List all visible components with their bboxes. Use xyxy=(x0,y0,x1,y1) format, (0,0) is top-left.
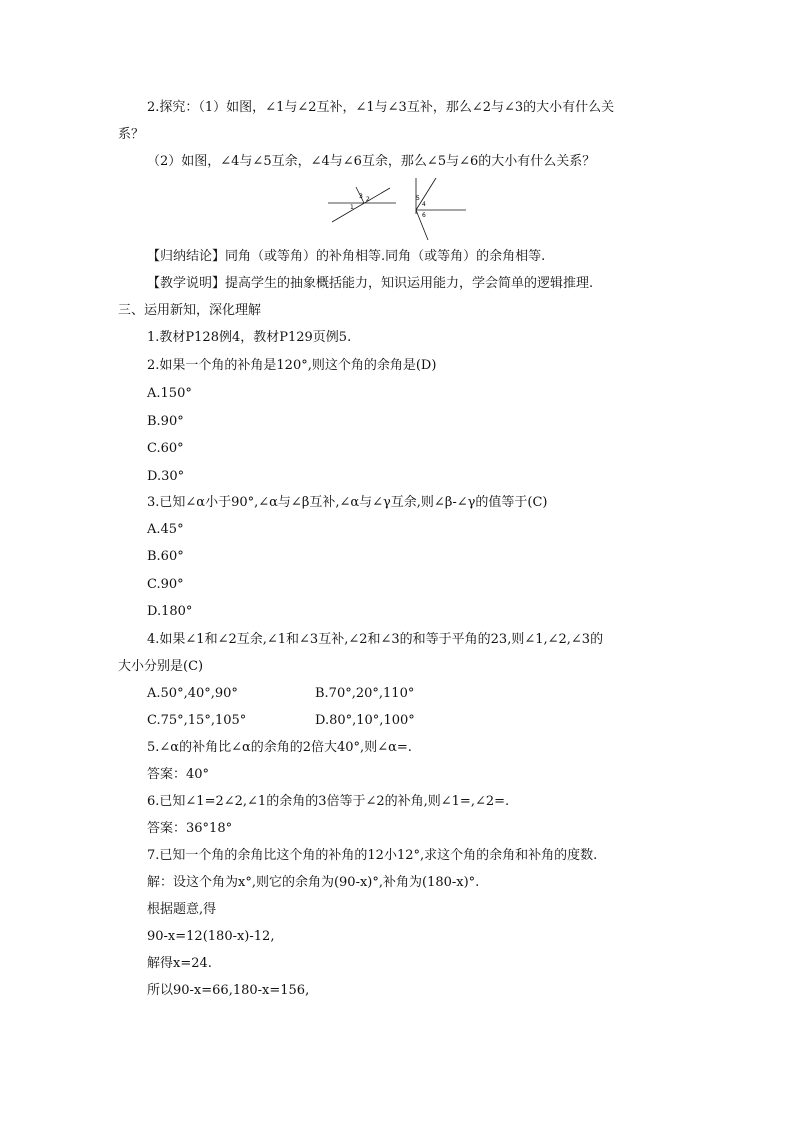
question-2: 2.如果一个角的补角是120°,则这个角的余角是(D) xyxy=(147,358,437,373)
question-4-line-2: 大小分别是(C) xyxy=(118,659,204,674)
angle-label-3: 3 xyxy=(359,193,363,200)
angle-figures-svg xyxy=(326,176,470,246)
explore-question-1-line-1: 2.探究：（1）如图，∠1与∠2互补，∠1与∠3互补，那么∠2与∠3的大小有什么关 xyxy=(147,100,615,115)
complementary-angles-figure xyxy=(416,178,466,240)
question-7-solution-line-2: 根据题意,得 xyxy=(147,902,217,917)
question-7-solution-line-3: 90-x=12(180-x)-12, xyxy=(147,929,275,944)
explore-question-1-line-2: 系？ xyxy=(118,127,145,142)
question-5-answer: 答案：40° xyxy=(147,767,210,782)
question-6: 6.已知∠1=2∠2,∠1的余角的3倍等于∠2的补角,则∠1=,∠2=. xyxy=(147,794,510,809)
question-3-option-b: B.60° xyxy=(147,549,184,564)
question-3: 3.已知∠α小于90°,∠α与∠β互补,∠α与∠γ互余,则∠β-∠γ的值等于(C) xyxy=(147,495,548,510)
supplementary-angles-figure xyxy=(328,187,396,222)
question-2-option-b: B.90° xyxy=(147,414,184,429)
question-7-solution-line-5: 所以90-x=66,180-x=156, xyxy=(147,983,310,998)
figure-ray-c xyxy=(416,178,436,210)
question-7-solution-line-1: 解：设这个角为x°,则它的余角为(90-x)°,补角为(180-x)°. xyxy=(147,875,480,890)
question-1: 1.教材P128例4，教材P129页例5. xyxy=(147,330,352,345)
question-4-option-b: B.70°,20°,110° xyxy=(315,686,415,701)
question-3-option-d: D.180° xyxy=(147,604,193,619)
question-2-option-a: A.150° xyxy=(147,386,192,401)
angle-label-2: 2 xyxy=(366,196,370,203)
question-2-option-c: C.60° xyxy=(147,441,184,456)
question-4-line-1: 4.如果∠1和∠2互余,∠1和∠3互补,∠2和∠3的和等于平角的23,则∠1,∠2,∠3的 xyxy=(147,632,604,647)
question-7-solution-line-4: 解得x=24. xyxy=(147,956,212,971)
teaching-note: 【教学说明】提高学生的抽象概括能力，知识运用能力，学会简单的逻辑推理. xyxy=(147,276,594,291)
question-6-answer: 答案：36°18° xyxy=(147,821,233,836)
question-4-option-c: C.75°,15°,105° xyxy=(147,713,247,728)
section-3-title: 三、运用新知，深化理解 xyxy=(118,303,262,318)
question-3-option-a: A.45° xyxy=(147,522,184,537)
angle-label-4: 4 xyxy=(422,201,426,208)
angle-figures xyxy=(326,176,470,246)
angle-label-1: 1 xyxy=(350,204,354,211)
angle-label-6: 6 xyxy=(422,212,426,219)
question-2-option-d: D.30° xyxy=(147,469,185,484)
angle-label-5: 5 xyxy=(416,195,420,202)
conclusion: 【归纳结论】同角（或等角）的补角相等.同角（或等角）的余角相等. xyxy=(147,249,546,264)
question-4-option-d: D.80°,10°,100° xyxy=(315,713,415,728)
question-3-option-c: C.90° xyxy=(147,577,184,592)
question-4-option-a: A.50°,40°,90° xyxy=(147,686,238,701)
explore-question-2: （2）如图，∠4与∠5互余，∠4与∠6互余，那么∠5与∠6的大小有什么关系？ xyxy=(147,154,596,169)
question-5: 5.∠α的补角比∠α的余角的2倍大40°,则∠α=. xyxy=(147,740,412,755)
question-7: 7.已知一个角的余角比这个角的补角的12小12°,求这个角的余角和补角的度数. xyxy=(147,848,598,863)
